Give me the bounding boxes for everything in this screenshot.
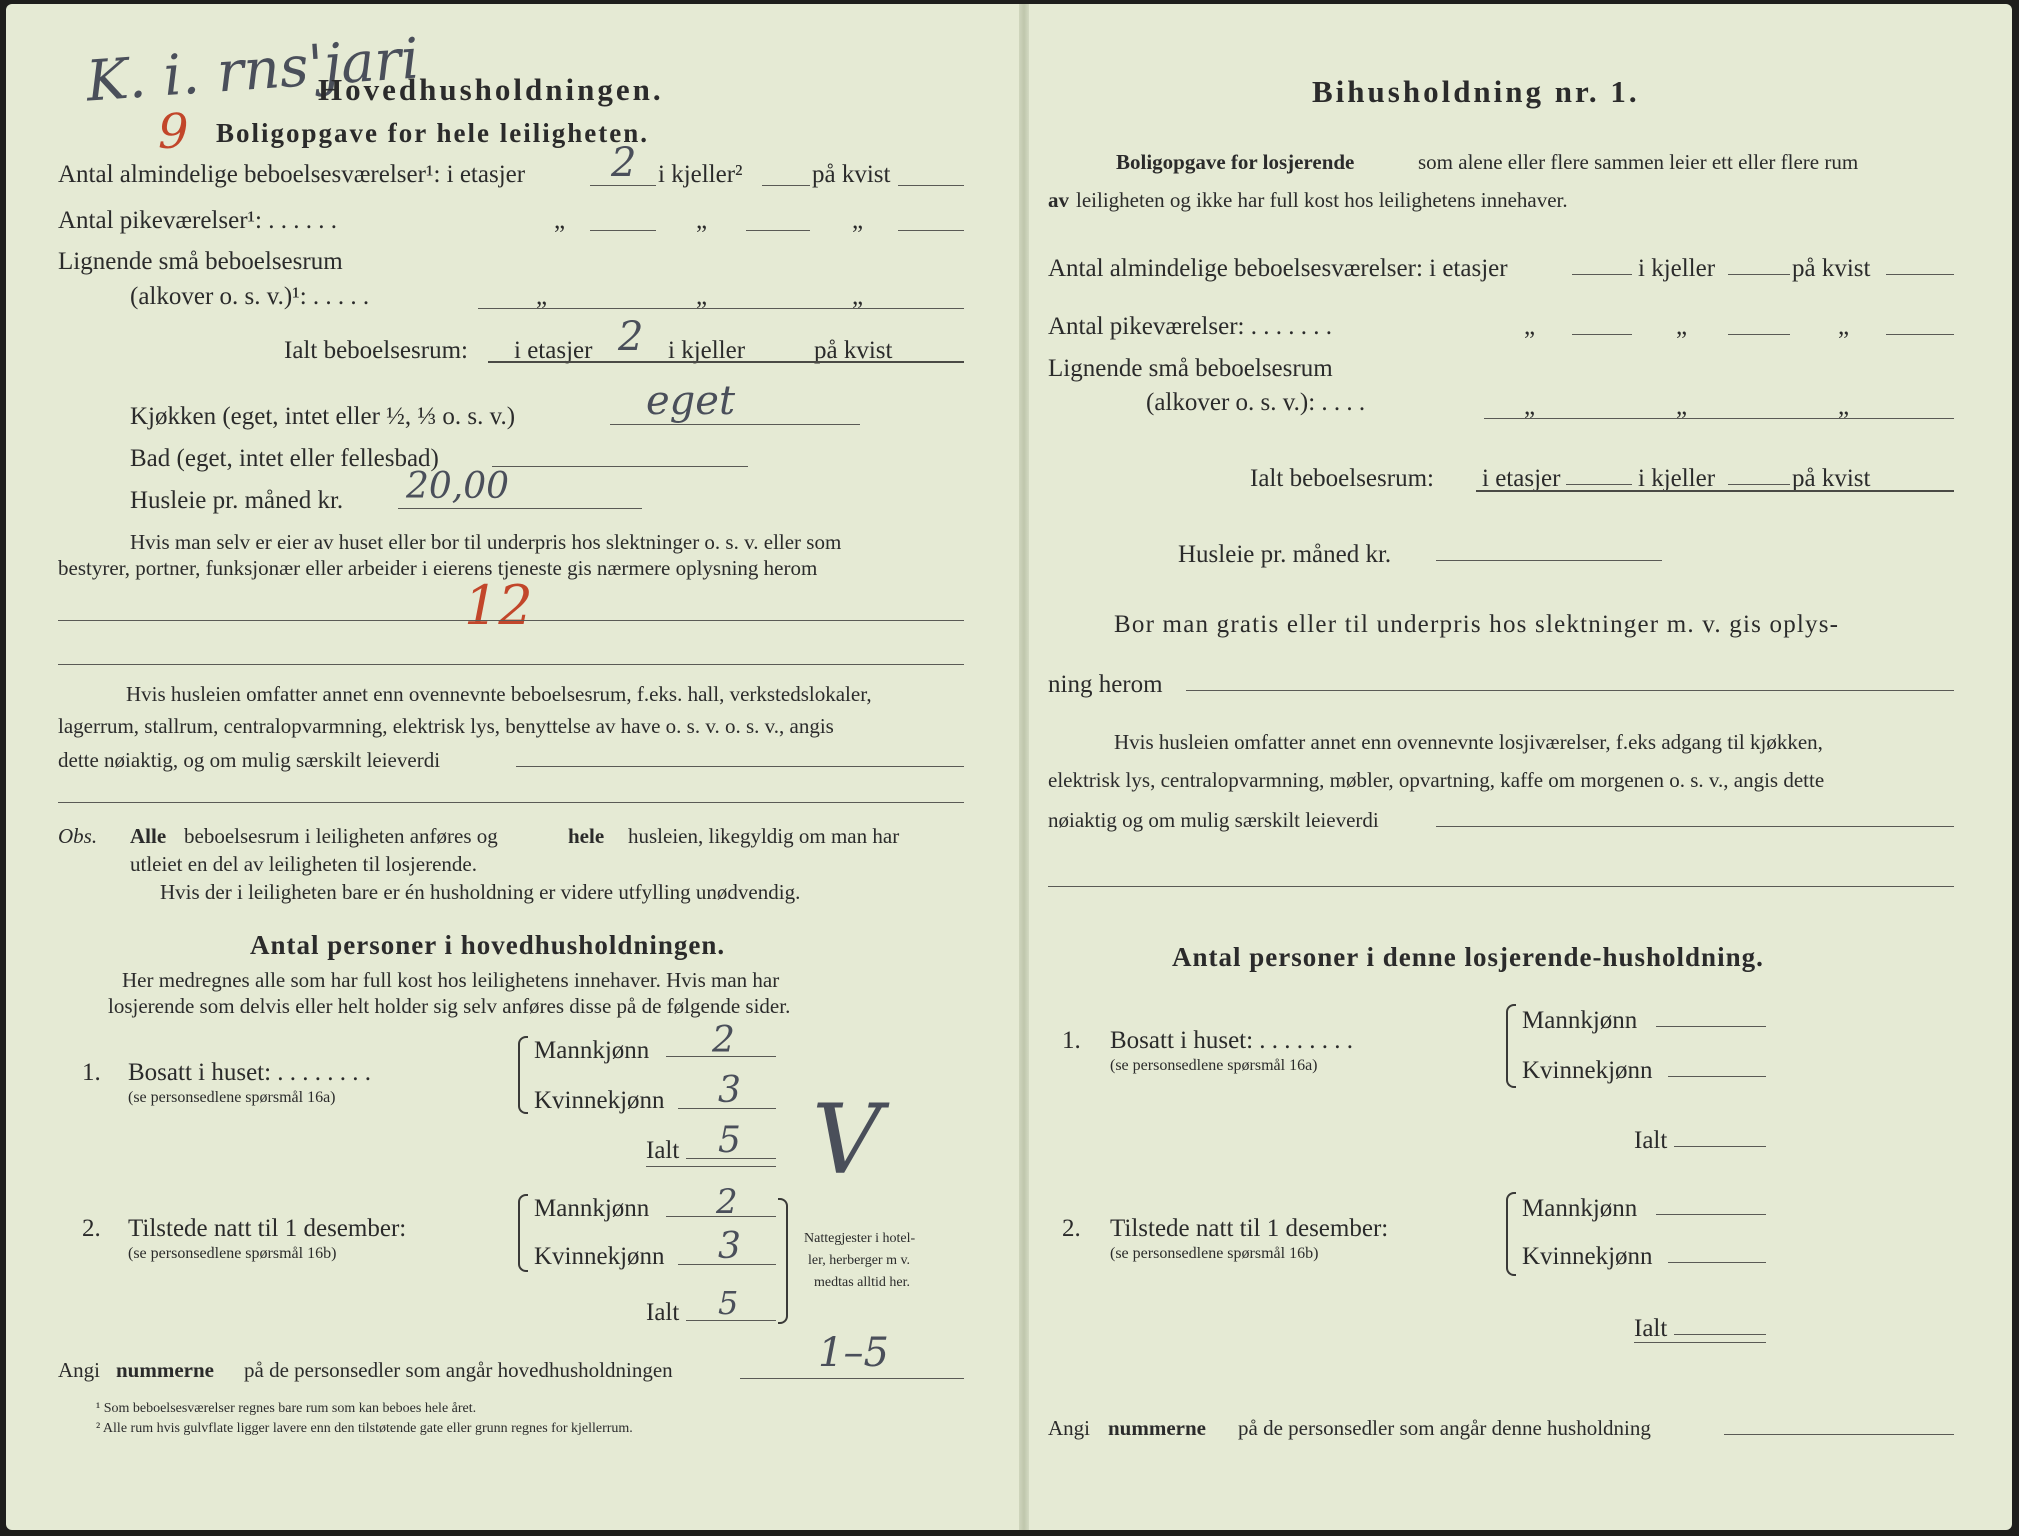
left-q1-label: Bosatt i huset: . . . . . . . . [128,1059,372,1086]
left-r3-label-a: Lignende små beboelsesrum [58,248,343,275]
nattegjester-3: medtas alltid her. [814,1275,911,1290]
footnote-2: ² Alle rum hvis gulvflate ligger lavere enn den tilstøtende gate eller grunn regnes for kjellerrum. [96,1421,633,1436]
left-q2-ialt: Ialt [646,1299,680,1326]
ditto-mark: „ [536,283,548,310]
right-r3-label-a: Lignende små beboelsesrum [1048,355,1333,382]
right-personer-title: Antal personer i denne losjerende-husholdning. [1172,942,1764,972]
left-personer-title: Antal personer i hovedhusholdningen. [250,930,726,960]
left-q2-sub: (se personsedlene spørsmål 16b) [128,1245,337,1262]
kjokken-label: Kjøkken (eget, intet eller ½, ⅓ o. s. v.) [130,403,516,430]
ditto-mark: „ [1676,393,1688,420]
left-ialt-kvist: på kvist [814,337,893,364]
left-q1-ialt: Ialt [646,1137,680,1164]
right-angi-b: nummerne [1108,1416,1206,1440]
right-r1-kjeller: i kjeller [1638,255,1716,282]
handwritten-nine: 9 [158,104,189,160]
right-angi-a: Angi [1048,1416,1090,1440]
left-q1-num: 1. [82,1059,101,1086]
ditto-mark: „ [1838,313,1850,340]
left-angi-b: nummerne [116,1358,214,1382]
ditto-mark: „ [1676,313,1688,340]
left-q2-mann: Mannkjønn [534,1195,650,1222]
obs-p1b: husleien, likegyldig om man har [628,824,900,848]
hw-q2-mann: 2 [716,1182,738,1222]
omfatter-p3: dette nøiaktig, og om mulig særskilt leieverdi [58,748,441,772]
eier-p1: Hvis man selv er eier av huset eller bor til underpris hos slektninger o. s. v. eller som [130,530,842,554]
hw-q2-kvinne: 3 [718,1226,741,1267]
bad-label: Bad (eget, intet eller fellesbad) [130,445,439,472]
ditto-mark: „ [1524,313,1536,340]
left-q1-sub: (se personsedlene spørsmål 16a) [128,1089,336,1106]
left-q1-kvinne: Kvinnekjønn [534,1087,665,1114]
right-q1-mann: Mannkjønn [1522,1007,1638,1034]
hw-nummerne: 1–5 [818,1330,889,1376]
right-ialt-etasjer: i etasjer [1482,465,1561,492]
right-title: Bihusholdning nr. 1. [1312,74,1640,109]
obs-label: Obs. [58,824,98,848]
obs-p1a: beboelsesrum i leiligheten anføres og [184,824,498,848]
right-q1-num: 1. [1062,1027,1081,1054]
nattegjester-2: ler, herberger m v. [808,1253,911,1268]
obs-alle: Alle [130,824,167,848]
hw-husleie: 20,00 [406,466,510,507]
right-q2-sub: (se personsedlene spørsmål 16b) [1110,1245,1319,1262]
hw-q1-ialt: 5 [718,1120,741,1161]
ditto-mark: „ [696,207,708,234]
ditto-mark: „ [696,283,708,310]
right-r3-label-b: (alkover o. s. v.): . . . . [1146,389,1366,416]
left-ialt-label: Ialt beboelsesrum: [284,337,468,364]
left-r2-label: Antal pikeværelser¹: . . . . . . [58,207,337,234]
right-q1-ialt: Ialt [1634,1127,1668,1154]
hw-kjokken: eget [646,378,736,424]
omfatter-p2: lagerrum, stallrum, centralopvarmning, elektrisk lys, benyttelse av have o. s. v. o. s. v., angis [58,714,834,738]
right-angi-c: på de personsedler som angår denne husholdning [1238,1416,1651,1440]
right-ialt-label: Ialt beboelsesrum: [1250,465,1434,492]
ditto-mark: „ [1838,393,1850,420]
right-q2-ialt: Ialt [1634,1315,1668,1342]
right-omfatter-p2: elektrisk lys, centralopvarmning, møbler, opvartning, kaffe om morgenen o. s. v., angis dette [1048,768,1825,792]
left-r1-kjeller: i kjeller² [658,161,743,188]
left-r1-label: Antal almindelige beboelsesværelser¹: i etasjer [58,161,526,188]
page-fold [1019,4,1029,1530]
ditto-mark: „ [852,283,864,310]
left-angi-c: på de personsedler som angår hovedhusholdningen [244,1358,673,1382]
census-form-sheet [6,4,2012,1530]
right-gratis-p2: ning herom [1048,671,1163,698]
hw-checkmark: V [812,1084,882,1196]
left-q2-kvinne: Kvinnekjønn [534,1243,665,1270]
right-q2-mann: Mannkjønn [1522,1195,1638,1222]
left-ialt-kjeller: i kjeller [668,337,746,364]
right-omfatter-p3: nøiaktig og om mulig særskilt leieverdi [1048,808,1379,832]
right-q1-label: Bosatt i huset: . . . . . . . . [1110,1027,1354,1054]
hw-ialt-etasjer: 2 [618,314,644,360]
right-r1-label: Antal almindelige beboelsesværelser: i etasjer [1048,255,1508,282]
hw-q1-kvinne: 3 [718,1070,741,1111]
left-q2-label: Tilstede natt til 1 desember: [128,1215,407,1242]
right-q2-kvinne: Kvinnekjønn [1522,1243,1653,1270]
right-q2-label: Tilstede natt til 1 desember: [1110,1215,1389,1242]
husleie-label: Husleie pr. måned kr. [130,487,344,514]
hw-etasjer: 2 [611,140,637,186]
footnote-1: ¹ Som beboelsesværelser regnes bare rum som kan beboes hele året. [96,1401,477,1416]
obs-hele: hele [568,824,605,848]
eier-p2: bestyrer, portner, funksjonær eller arbeider i eierens tjeneste gis nærmere oplysning herom [58,556,818,580]
right-omfatter-p1: Hvis husleien omfatter annet enn ovennevnte losjiværelser, f.eks adgang til kjøkken, [1114,730,1823,754]
right-r2-label: Antal pikeværelser: . . . . . . . [1048,313,1332,340]
hw-q1-mann: 2 [712,1020,735,1061]
nattegjester-1: Nattegjester i hotel- [804,1231,916,1246]
right-intro-bold: Boligopgave for losjerende [1116,150,1355,174]
left-subtitle: Boligopgave for hele leiligheten. [216,118,649,148]
omfatter-p1: Hvis husleien omfatter annet enn ovennevnte beboelsesrum, f.eks. hall, verkstedslokaler, [126,682,872,706]
left-personer-p2: losjerende som delvis eller helt holder sig selv anføres disse på de følgende sider. [108,994,791,1018]
right-r1-kvist: på kvist [1792,255,1871,282]
left-title: Hovedhusholdningen. [318,72,664,107]
right-q2-num: 2. [1062,1215,1081,1242]
right-ialt-kvist: på kvist [1792,465,1871,492]
right-intro-av: av [1048,188,1069,212]
right-ialt-kjeller: i kjeller [1638,465,1716,492]
ditto-mark: „ [1524,393,1536,420]
left-q2-num: 2. [82,1215,101,1242]
obs-p2: utleiet en del av leiligheten til losjerende. [130,852,477,876]
right-husleie-label: Husleie pr. måned kr. [1178,541,1392,568]
ditto-mark: „ [554,207,566,234]
hw-twelve: 12 [464,574,533,637]
left-r3-label-b: (alkover o. s. v.)¹: . . . . . [130,283,370,310]
left-personer-p1: Her medregnes alle som har full kost hos leilighetens innehaver. Hvis man har [122,968,780,992]
right-intro-1: som alene eller flere sammen leier ett eller flere rum [1418,150,1859,174]
right-q1-sub: (se personsedlene spørsmål 16a) [1110,1057,1318,1074]
left-r1-kvist: på kvist [812,161,891,188]
left-ialt-etasjer: i etasjer [514,337,593,364]
hw-q2-ialt: 5 [718,1284,739,1322]
left-angi-a: Angi [58,1358,100,1382]
right-intro-2: leiligheten og ikke har full kost hos leilighetens innehaver. [1076,188,1568,212]
right-q1-kvinne: Kvinnekjønn [1522,1057,1653,1084]
right-gratis-p1: Bor man gratis eller til underpris hos slektninger m. v. gis oplys- [1114,611,1840,638]
left-q1-mann: Mannkjønn [534,1037,650,1064]
ditto-mark: „ [852,207,864,234]
handwritten-top-note: K. i. rns'jari [84,26,422,115]
obs-p3: Hvis der i leiligheten bare er én husholdning er videre utfylling unødvendig. [160,880,801,904]
